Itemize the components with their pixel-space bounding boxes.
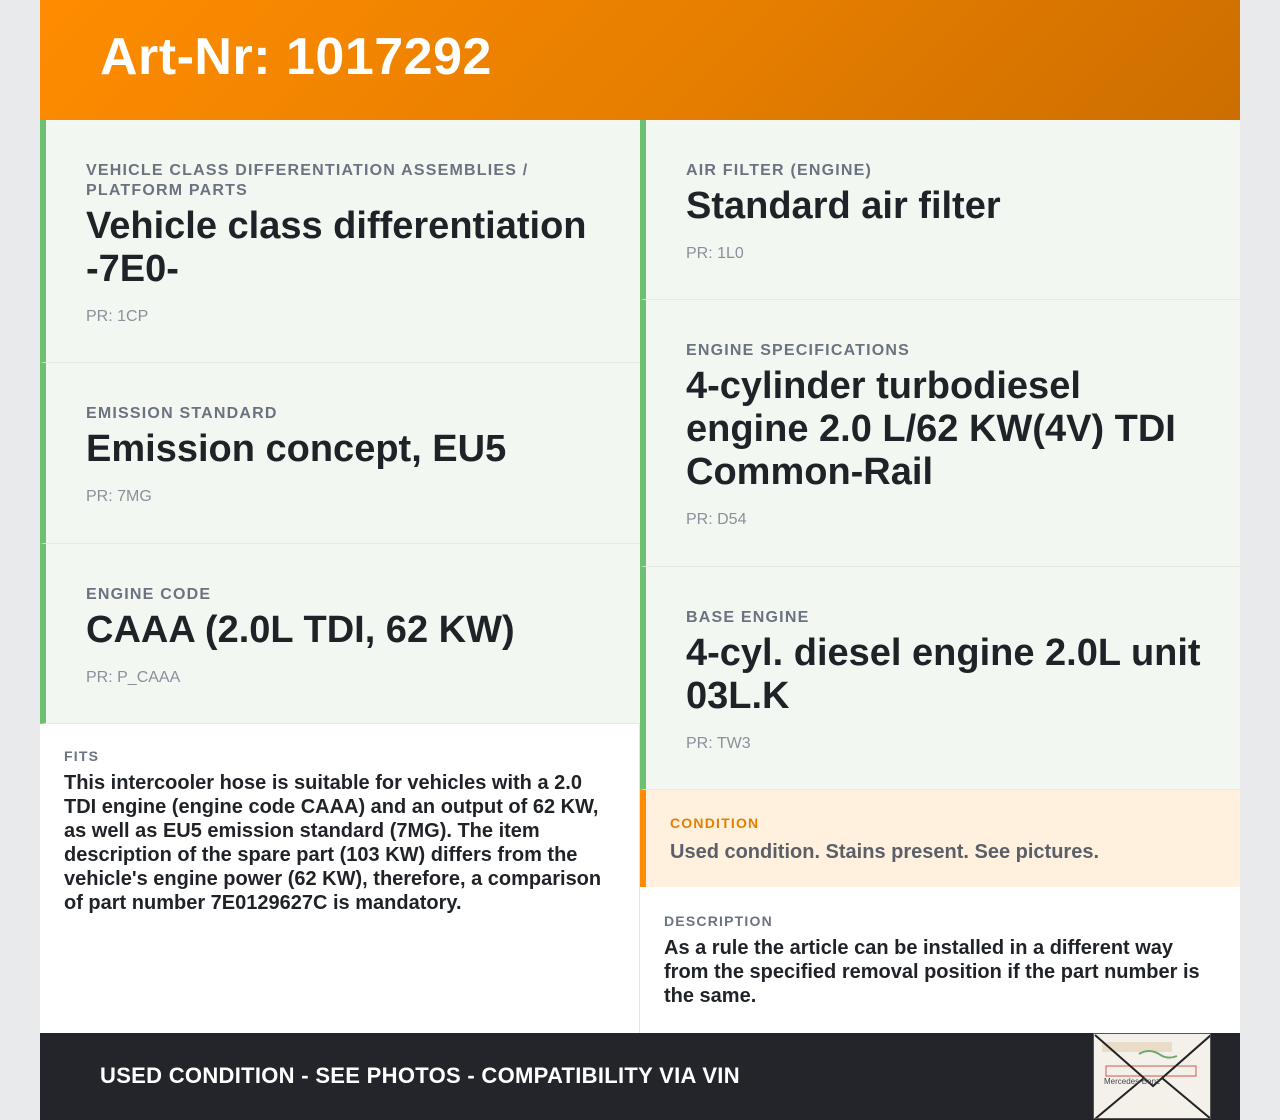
footer-bar [40, 1033, 1240, 1120]
left-column [40, 120, 640, 1033]
engine-specifications-label: ENGINE SPECIFICATIONS [686, 342, 911, 359]
base-engine-value: 4-cyl. diesel engine 2.0L unit 03L.K [686, 632, 1201, 717]
base-engine-label: BASE ENGINE [686, 609, 810, 626]
article-number-title: Art-Nr: 1017292 [100, 28, 492, 86]
part-photo-thumbnail[interactable] [1093, 1033, 1211, 1119]
vehicle-class-card [40, 120, 640, 363]
base-engine-card [640, 567, 1240, 790]
emission-standard-value: Emission concept, EU5 [86, 428, 507, 470]
fits-label: FITS [64, 748, 100, 764]
engine-specifications-value: 4-cylinder turbodiesel engine 2.0 L/62 KW(4V) TDI Common-Rail [686, 365, 1176, 493]
condition-label: CONDITION [670, 815, 760, 831]
engine-code-card [40, 544, 640, 724]
description-text: As a rule the article can be installed in a different way from the specified removal position if the part number is the same. [664, 937, 1200, 1007]
footer-text: USED CONDITION - SEE PHOTOS - COMPATIBILITY VIA VIN [100, 1063, 740, 1088]
emission-standard-card [40, 363, 640, 544]
air-filter-pr: PR: 1L0 [686, 245, 744, 262]
header-banner [40, 0, 1240, 120]
emission-standard-pr: PR: 7MG [86, 488, 152, 505]
condition-section [640, 790, 1240, 887]
envelope-icon [1094, 1034, 1211, 1119]
page [40, 0, 1240, 1120]
vehicle-class-value: Vehicle class differentiation -7E0- [86, 205, 587, 290]
description-section [640, 888, 1240, 1008]
condition-text: Used condition. Stains present. See pictures. [670, 841, 1099, 863]
vehicle-class-pr: PR: 1CP [86, 308, 149, 325]
engine-specifications-pr: PR: D54 [686, 511, 747, 528]
engine-code-value: CAAA (2.0L TDI, 62 KW) [86, 609, 515, 651]
fits-section [40, 723, 640, 915]
base-engine-pr: PR: TW3 [686, 735, 751, 752]
engine-specifications-card [640, 300, 1240, 567]
air-filter-value: Standard air filter [686, 185, 1001, 227]
engine-code-pr: PR: P_CAAA [86, 669, 181, 686]
fits-text: This intercooler hose is suitable for vehicles with a 2.0 TDI engine (engine code CAAA) and an output of 62 KW, as well as EU5 emission standard (7MG). The item description of the spare part (103 KW) differs from the vehicle's engine power (62 KW), therefore, a comparison of part number 7E0129627C is mandatory. [64, 772, 602, 914]
right-column [640, 120, 1240, 1033]
engine-code-label: ENGINE CODE [86, 586, 212, 603]
thumbnail-brand-text: Mercedes-Benz [1104, 1077, 1161, 1086]
emission-standard-label: EMISSION STANDARD [86, 405, 278, 422]
description-label: DESCRIPTION [664, 913, 773, 929]
air-filter-label: AIR FILTER (ENGINE) [686, 162, 873, 179]
air-filter-card [640, 120, 1240, 300]
vehicle-class-label: VEHICLE CLASS DIFFERENTIATION ASSEMBLIES / PLATFORM PARTS [86, 162, 529, 199]
